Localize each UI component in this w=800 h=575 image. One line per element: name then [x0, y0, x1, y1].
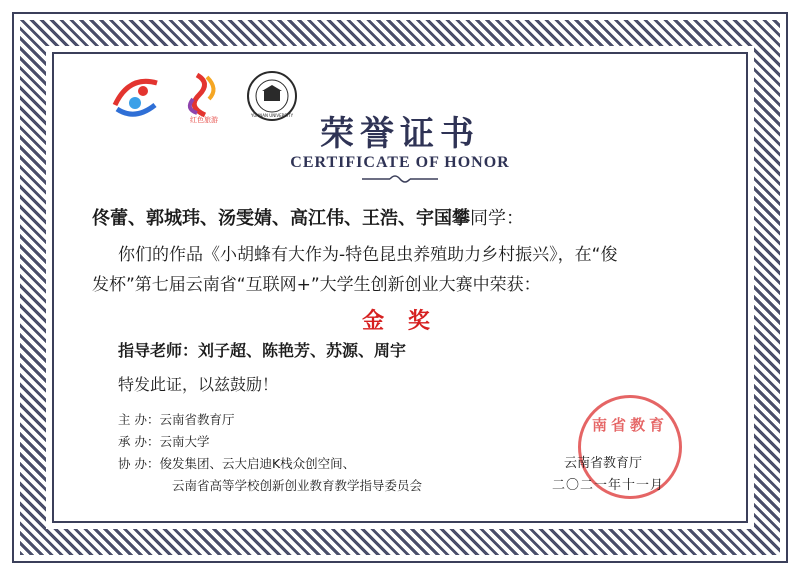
- organizer-host-label: 主 办：: [118, 412, 160, 427]
- advisors-names: 刘子超、陈艳芳、苏源、周宇: [198, 341, 407, 360]
- organizer-co-host-2-value: 云南省高等学校创新创业教育教学指导委员会: [172, 478, 423, 493]
- yunnan-university-logo-text: YUNNAN UNIVERSITY: [250, 113, 294, 118]
- closing-statement: 特发此证，以兹鼓励！: [118, 375, 279, 394]
- organizer-co-host: [118, 454, 355, 472]
- advisors-line: [118, 338, 406, 361]
- organizer-co-host-value: 俊发集团、云大启迪K栈众创空间、: [159, 456, 356, 471]
- organizer-host-value: 云南省教育厅: [159, 412, 235, 427]
- award-description: [92, 240, 732, 300]
- issue-date: 二〇二一年十一月: [552, 478, 665, 493]
- organizer-co-host-2: [172, 476, 422, 494]
- students-line: [92, 204, 524, 230]
- certificate-title: 荣誉证书: [320, 114, 480, 154]
- organizer-host: [118, 410, 235, 428]
- internet-plus-logo-text: 红色旅游: [190, 116, 218, 123]
- advisors-label: 指导老师：: [118, 341, 199, 360]
- organizer-undertaker-value: 云南大学: [159, 434, 210, 449]
- title-ornament: [360, 172, 440, 186]
- certificate-subtitle: CERTIFICATE OF HONOR: [290, 154, 510, 171]
- greeting: 同学：: [470, 208, 524, 229]
- organizer-undertaker: [118, 432, 210, 450]
- organizer-co-host-label: 协 办：: [118, 456, 160, 471]
- student-names: 佟蕾、郭城玮、汤雯婧、高江伟、王浩、宇国攀: [92, 208, 470, 229]
- issuer: 云南省教育厅: [564, 456, 643, 471]
- body-line-2: 发杯”第七届云南省“互联网+”大学生创新创业大赛中荣获：: [92, 275, 541, 295]
- body-line-1: 你们的作品《小胡蜂有大作为-特色昆虫养殖助力乡村振兴》，在“俊: [118, 245, 618, 265]
- seal-text: 南省教育: [591, 416, 668, 434]
- organizer-undertaker-label: 承 办：: [118, 434, 160, 449]
- award-level: 金 奖: [362, 309, 438, 334]
